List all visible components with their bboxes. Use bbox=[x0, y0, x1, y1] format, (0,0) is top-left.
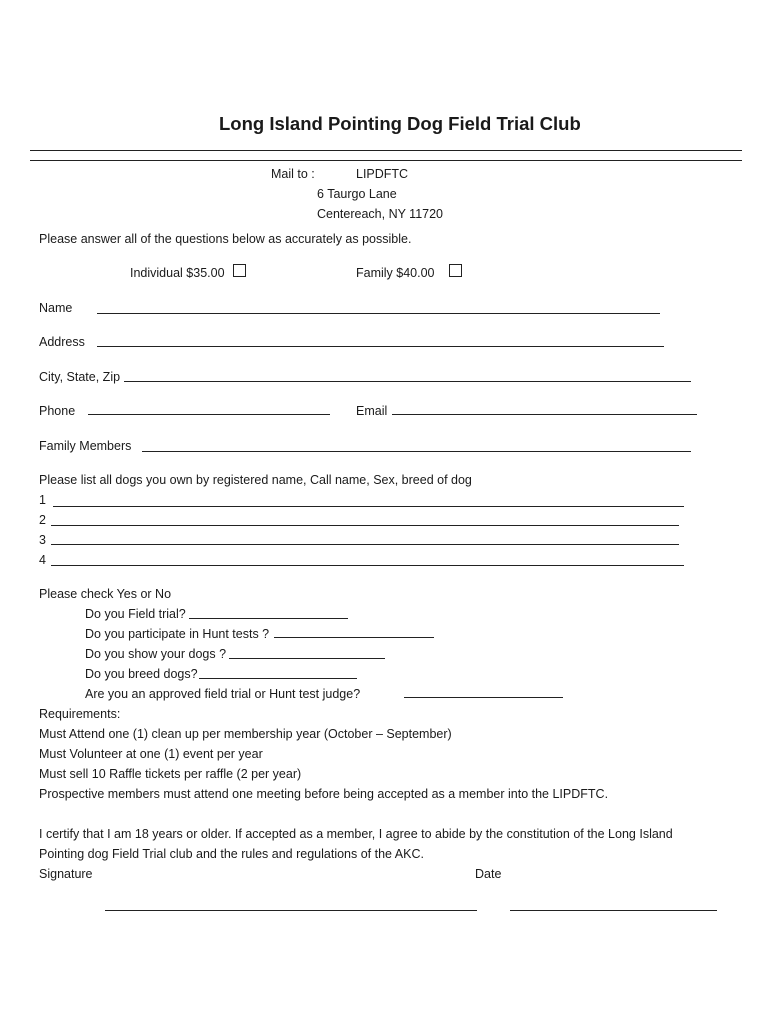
family-checkbox[interactable] bbox=[449, 264, 462, 277]
requirement-cleanup: Must Attend one (1) clean up per membership year (October – September) bbox=[39, 727, 452, 741]
family-members-label: Family Members bbox=[39, 439, 132, 453]
mail-to-line1: LIPDFTC bbox=[356, 167, 409, 181]
answer-field-trial[interactable] bbox=[189, 618, 348, 619]
dog-field-1[interactable] bbox=[53, 506, 684, 507]
question-breed-dogs: Do you breed dogs? bbox=[85, 667, 198, 681]
city-state-zip-field[interactable] bbox=[124, 381, 691, 382]
page-title: Long Island Pointing Dog Field Trial Club bbox=[219, 113, 581, 134]
signature-field[interactable] bbox=[105, 910, 477, 911]
mail-to-label: Mail to : bbox=[271, 167, 315, 181]
dog-number-2: 2 bbox=[39, 513, 46, 527]
dogs-prompt: Please list all dogs you own by registered name, Call name, Sex, breed of dog bbox=[39, 473, 472, 487]
question-show-dogs: Do you show your dogs ? bbox=[85, 647, 227, 661]
answer-approved-judge[interactable] bbox=[404, 697, 563, 698]
name-label: Name bbox=[39, 301, 73, 315]
dog-number-1: 1 bbox=[39, 493, 46, 507]
dog-field-3[interactable] bbox=[51, 544, 679, 545]
question-field-trial: Do you Field trial? bbox=[85, 607, 186, 621]
city-state-zip-label: City, State, Zip bbox=[39, 370, 121, 384]
address-label: Address bbox=[39, 335, 85, 349]
requirement-volunteer: Must Volunteer at one (1) event per year bbox=[39, 747, 263, 761]
individual-label: Individual $35.00 bbox=[130, 266, 225, 280]
individual-checkbox[interactable] bbox=[233, 264, 246, 277]
certify-line-2: Pointing dog Field Trial club and the rules and regulations of the AKC. bbox=[39, 847, 424, 861]
dog-field-2[interactable] bbox=[51, 525, 679, 526]
address-field[interactable] bbox=[97, 346, 664, 347]
requirement-raffle: Must sell 10 Raffle tickets per raffle (2 per year) bbox=[39, 767, 302, 781]
date-field[interactable] bbox=[510, 910, 717, 911]
mail-to-line3: Centereach, NY 11720 bbox=[317, 207, 444, 221]
email-label: Email bbox=[356, 404, 388, 418]
answer-breed-dogs[interactable] bbox=[199, 678, 357, 679]
phone-label: Phone bbox=[39, 404, 76, 418]
intro-text: Please answer all of the questions below as accurately as possible. bbox=[39, 232, 412, 246]
question-approved-judge: Are you an approved field trial or Hunt test judge? bbox=[85, 687, 361, 701]
mail-to-line2: 6 Taurgo Lane bbox=[317, 187, 397, 201]
header-rule-top bbox=[30, 150, 742, 151]
dog-field-4[interactable] bbox=[51, 565, 684, 566]
date-label: Date bbox=[475, 867, 502, 881]
signature-label: Signature bbox=[39, 867, 93, 881]
answer-hunt-tests[interactable] bbox=[274, 637, 434, 638]
phone-field[interactable] bbox=[88, 414, 330, 415]
question-hunt-tests: Do you participate in Hunt tests ? bbox=[85, 627, 270, 641]
name-field[interactable] bbox=[97, 313, 660, 314]
requirements-heading: Requirements: bbox=[39, 707, 121, 721]
questions-heading: Please check Yes or No bbox=[39, 587, 172, 601]
family-members-field[interactable] bbox=[142, 451, 691, 452]
dog-number-4: 4 bbox=[39, 553, 46, 567]
requirement-meeting: Prospective members must attend one meeting before being accepted as a member into the LIPDFTC. bbox=[39, 787, 609, 801]
email-field[interactable] bbox=[392, 414, 697, 415]
family-label: Family $40.00 bbox=[356, 266, 435, 280]
answer-show-dogs[interactable] bbox=[229, 658, 385, 659]
dog-number-3: 3 bbox=[39, 533, 46, 547]
certify-line-1: I certify that I am 18 years or older. If accepted as a member, I agree to abide by the constitution of the Long Island bbox=[39, 827, 673, 841]
header-rule-bottom bbox=[30, 160, 742, 161]
